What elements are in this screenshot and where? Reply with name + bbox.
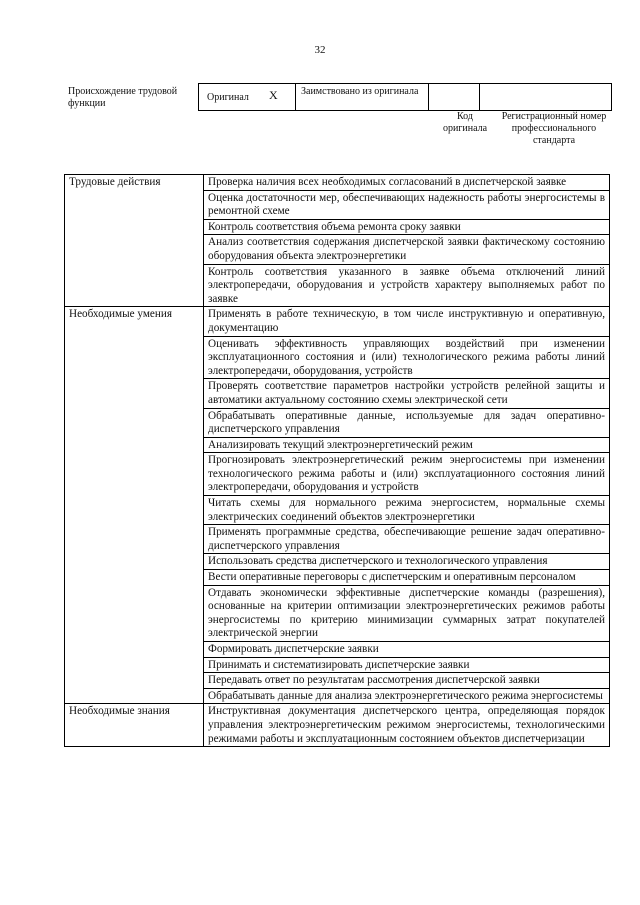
section-item: Оценивать эффективность управляющих воздействий при изменении эксплуатационного состояния и (или) технологического режима работы линий электропередачи, оборудования, устройств: [204, 336, 610, 379]
section-item: Обрабатывать данные для анализа электроэнергетического режима энергосистемы: [204, 688, 610, 704]
section-item: Читать схемы для нормального режима энергосистем, нормальные схемы электрических соединений объектов электроэнергетики: [204, 496, 610, 525]
section-item: Передавать ответ по результатам рассмотрения диспетчерской заявки: [204, 673, 610, 689]
section-item: Отдавать экономически эффективные диспетчерские команды (разрешения), основанные на критерии оптимизации электроэнергетических режимов работы энергосистемы по критерию минимизации суммарных затрат покупателей электрической энергии: [204, 585, 610, 641]
section-item: Формировать диспетчерские заявки: [204, 642, 610, 658]
code-cell: [429, 84, 480, 110]
section-item: Анализ соответствия содержания диспетчерской заявки фактическому состоянию оборудования объекта электроэнергетики: [204, 235, 610, 264]
original-mark: X: [269, 88, 278, 102]
section-item: Проверять соответствие параметров настройки устройств релейной защиты и автоматики актуальному состоянию схемы электрической сети: [204, 379, 610, 408]
page-number: 32: [314, 44, 326, 56]
original-cell: [199, 84, 296, 110]
section-item: Проверка наличия всех необходимых согласований в диспетчерской заявке: [204, 175, 610, 191]
table-row: [65, 704, 610, 747]
borrowed-label: Заимствовано из оригинала: [301, 86, 419, 97]
origin-label: Происхождение трудовой функции: [68, 86, 178, 109]
section-title: Необходимые знания: [65, 704, 204, 747]
section-item: Использовать средства диспетчерского и технологического управления: [204, 554, 610, 570]
section-item: Контроль соответствия указанного в заявке объема отключений линий электропередачи, оборудования и устройств характеру выполняемых работ по заявке: [204, 264, 610, 307]
code-caption: Код оригинала: [442, 111, 488, 134]
section-item: Контроль соответствия объема ремонта сроку заявки: [204, 219, 610, 235]
section-item: Анализировать текущий электроэнергетический режим: [204, 437, 610, 453]
original-label: Оригинал: [207, 92, 249, 103]
section-item: Прогнозировать электроэнергетический режим энергосистемы при изменении технологического режима работы и (или) эксплуатационного состояния линий электропередачи, оборудования и устройств: [204, 453, 610, 496]
section-item: Применять программные средства, обеспечивающие решение задач оперативно-диспетчерского управления: [204, 525, 610, 554]
section-item: Вести оперативные переговоры с диспетчерским и оперативным персоналом: [204, 570, 610, 586]
table-row: [65, 307, 610, 336]
reg-number-caption: Регистрационный номер профессионального стандарта: [501, 111, 607, 146]
table-row: [65, 175, 610, 191]
section-item: Принимать и систематизировать диспетчерские заявки: [204, 657, 610, 673]
section-item: Оценка достаточности мер, обеспечивающих надежность работы энергосистемы в ремонтной схеме: [204, 190, 610, 219]
section-title: Трудовые действия: [65, 175, 204, 307]
section-item: Обрабатывать оперативные данные, используемые для задач оперативно-диспетчерского управления: [204, 408, 610, 437]
origin-box: [198, 83, 612, 111]
borrowed-cell: [296, 84, 429, 110]
section-item: Применять в работе техническую, в том числе инструктивную и оперативную, документацию: [204, 307, 610, 336]
labor-function-table: [64, 174, 610, 747]
reg-number-cell: [480, 84, 611, 110]
section-item: Инструктивная документация диспетчерского центра, определяющая порядок управления электроэнергетическим режимом энергосистемы, технологическими режимами работы и эксплуатационным состоянием объектов диспетчеризации: [204, 704, 610, 747]
section-title: Необходимые умения: [65, 307, 204, 704]
